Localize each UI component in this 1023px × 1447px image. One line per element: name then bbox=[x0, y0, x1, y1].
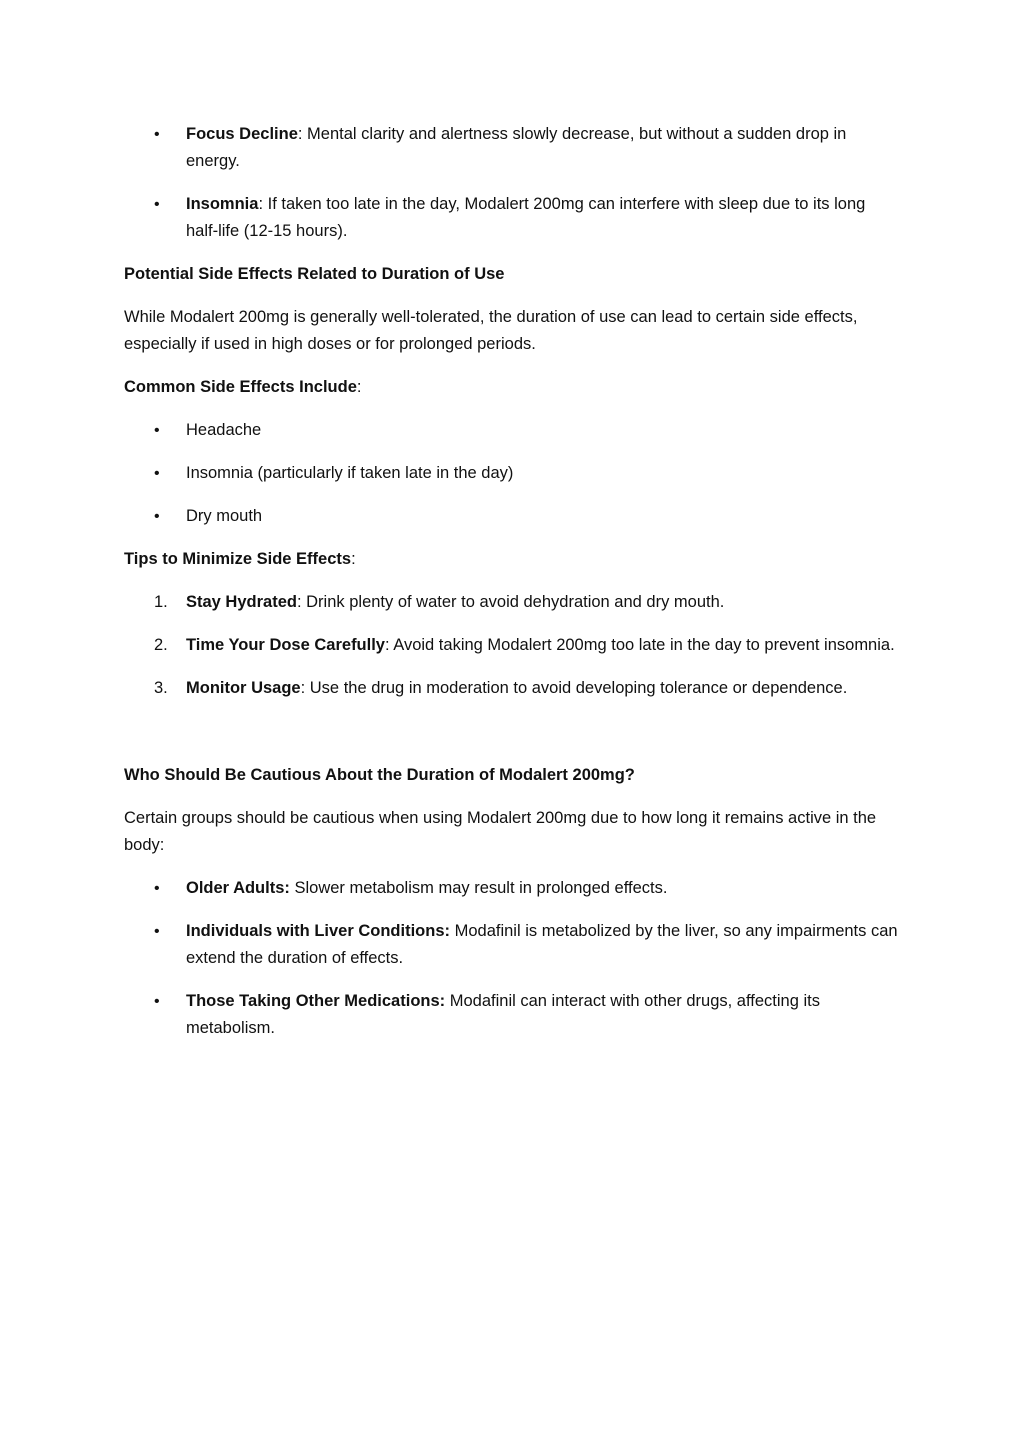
item-text: If taken too late in the day, Modalert 200mg can interfere with sleep due to its long half-life (12-15 hours). bbox=[186, 195, 866, 240]
intro-bullet-list bbox=[124, 121, 899, 245]
item-term: Older Adults: bbox=[186, 879, 290, 897]
item-text: Slower metabolism may result in prolonged effects. bbox=[294, 879, 668, 897]
item-separator: : bbox=[384, 636, 394, 654]
common-side-effects-list bbox=[124, 417, 899, 530]
list-item bbox=[124, 417, 899, 444]
heading-suffix: : bbox=[351, 550, 356, 568]
item-text: Avoid taking Modalert 200mg too late in the day to prevent insomnia. bbox=[393, 636, 895, 654]
item-term: Time Your Dose Carefully bbox=[186, 636, 385, 654]
bullet-icon: • bbox=[154, 508, 160, 525]
item-separator: : bbox=[258, 195, 268, 213]
list-item bbox=[124, 589, 899, 616]
item-number: 3. bbox=[154, 679, 168, 697]
cautious-heading: Who Should Be Cautious About the Duration of Modalert 200mg? bbox=[124, 766, 635, 784]
item-text: Modafinil is metabolized by the liver, so any impairments can extend the duration of effects. bbox=[186, 922, 898, 967]
list-item bbox=[124, 918, 899, 972]
item-separator: : bbox=[296, 593, 307, 611]
list-item bbox=[124, 875, 899, 902]
item-term: Stay Hydrated bbox=[186, 593, 297, 611]
list-item bbox=[124, 191, 899, 245]
item-number: 2. bbox=[154, 636, 168, 654]
item-text: Drink plenty of water to avoid dehydration and dry mouth. bbox=[306, 593, 725, 611]
tips-numbered-list bbox=[124, 589, 899, 702]
heading-text: Common Side Effects Include bbox=[124, 378, 357, 396]
item-term: Focus Decline bbox=[186, 125, 298, 143]
bullet-icon: • bbox=[154, 126, 160, 143]
heading-suffix: : bbox=[356, 378, 362, 396]
heading-text: Tips to Minimize Side Effects bbox=[124, 550, 352, 568]
section-spacer bbox=[124, 718, 899, 762]
bullet-icon: • bbox=[154, 923, 160, 940]
list-item bbox=[124, 632, 899, 659]
bullet-icon: • bbox=[154, 993, 160, 1010]
bullet-icon: • bbox=[154, 422, 160, 439]
item-term: Monitor Usage bbox=[186, 679, 301, 697]
item-text: Headache bbox=[186, 421, 262, 439]
list-item bbox=[124, 675, 899, 702]
item-text: Mental clarity and alertness slowly decrease, but without a sudden drop in energy. bbox=[186, 125, 847, 170]
item-text: Use the drug in moderation to avoid developing tolerance or dependence. bbox=[309, 679, 848, 697]
item-term: Individuals with Liver Conditions: bbox=[186, 922, 451, 940]
list-item bbox=[124, 121, 899, 175]
item-text: Dry mouth bbox=[186, 507, 263, 525]
side-effects-paragraph: While Modalert 200mg is generally well-tolerated, the duration of use can lead to certain side effects, especially if used in high doses or for prolonged periods. bbox=[124, 308, 858, 353]
item-number: 1. bbox=[154, 593, 168, 611]
bullet-icon: • bbox=[154, 880, 160, 897]
list-item bbox=[124, 988, 899, 1042]
item-term: Those Taking Other Medications: bbox=[186, 992, 446, 1010]
cautious-paragraph: Certain groups should be cautious when using Modalert 200mg due to how long it remains active in the body: bbox=[124, 809, 877, 854]
cautious-groups-list bbox=[124, 875, 899, 1042]
common-side-effects-heading bbox=[124, 374, 899, 401]
list-item bbox=[124, 503, 899, 530]
item-term: Insomnia bbox=[186, 195, 259, 213]
side-effects-heading: Potential Side Effects Related to Duration of Use bbox=[124, 265, 505, 283]
document-body bbox=[124, 121, 899, 1058]
item-text: Insomnia (particularly if taken late in the day) bbox=[186, 464, 514, 482]
bullet-icon: • bbox=[154, 196, 160, 213]
list-item bbox=[124, 460, 899, 487]
tips-heading bbox=[124, 546, 899, 573]
item-separator: : bbox=[300, 679, 310, 697]
item-text: Modafinil can interact with other drugs, affecting its metabolism. bbox=[186, 992, 820, 1037]
bullet-icon: • bbox=[154, 465, 160, 482]
item-separator: : bbox=[297, 125, 308, 143]
